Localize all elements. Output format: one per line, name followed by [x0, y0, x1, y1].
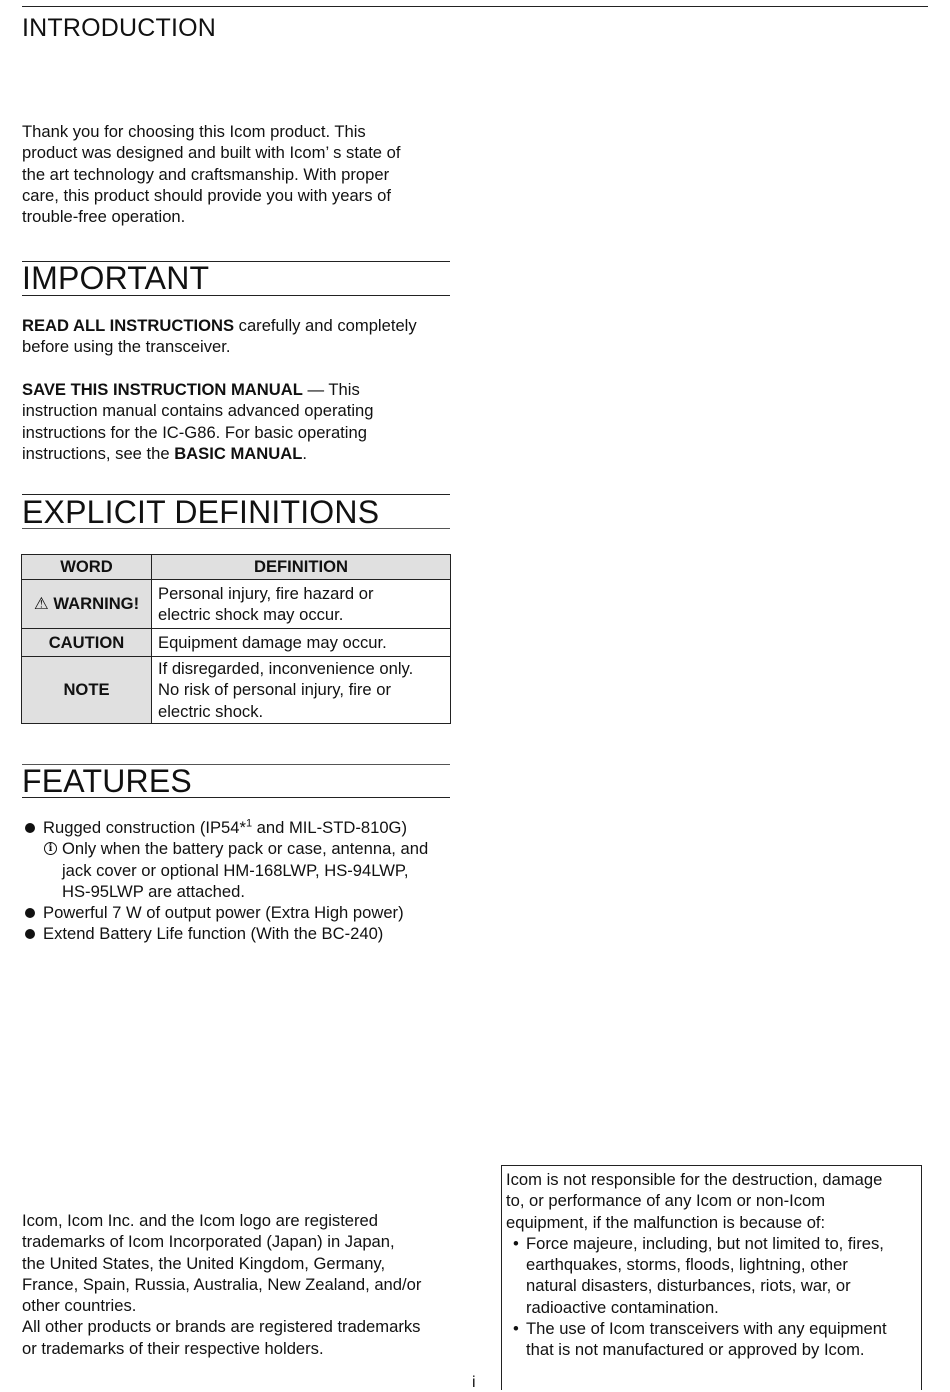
word-warning: WARNING!	[53, 594, 140, 614]
bullet-icon	[25, 908, 35, 918]
definition-line: Personal injury, fire hazard or	[158, 583, 374, 603]
disclaimer-item-line: that is not manufactured or approved by Icom.	[526, 1340, 865, 1360]
table-header-row	[22, 555, 451, 580]
read-instructions-line: before using the transceiver.	[22, 337, 231, 357]
list-item	[22, 817, 462, 838]
col-definition-header: DEFINITION	[152, 555, 451, 580]
col-word-header: WORD	[22, 555, 152, 580]
features-title: FEATURES	[22, 763, 192, 799]
info-icon: i	[44, 842, 57, 855]
definition-line: If disregarded, inconvenience only.	[158, 659, 414, 679]
trademark-line: trademarks of Icom Incorporated (Japan) in Japan,	[22, 1232, 395, 1252]
save-manual-line: instructions, see the	[22, 443, 175, 463]
definition-cell	[152, 629, 451, 657]
save-manual-text: — This	[302, 380, 360, 399]
intro-line: the art technology and craftsmanship. With proper	[22, 164, 390, 184]
feature-note	[22, 838, 462, 902]
feature-text: and MIL-STD-810G)	[252, 818, 407, 837]
important-bottom-rule	[22, 295, 450, 296]
bullet-icon: •	[513, 1319, 519, 1339]
definition-line: electric shock.	[158, 701, 264, 721]
note-line: HS-95LWP are attached.	[62, 881, 245, 901]
definition-line: electric shock may occur.	[158, 605, 344, 624]
note-line: Only when the battery pack or case, antenna, and	[62, 839, 429, 859]
disclaimer-item-line: earthquakes, storms, floods, lightning, other	[526, 1255, 848, 1275]
intro-line: care, this product should provide you with years of	[22, 185, 391, 205]
page-heading: INTRODUCTION	[22, 14, 217, 42]
read-instructions-text: carefully and completely	[234, 316, 417, 335]
definitions-table	[21, 554, 451, 724]
features-bottom-rule	[22, 797, 450, 798]
note-line: jack cover or optional HM-168LWP, HS-94LWP,	[62, 860, 409, 880]
intro-line: product was designed and built with Icom’ s state of	[22, 143, 401, 163]
trademark-line: France, Spain, Russia, Australia, New Zealand, and/or	[22, 1274, 422, 1294]
feature-text: Powerful 7 W of output power (Extra High power)	[43, 903, 404, 923]
trademarks-paragraph	[22, 1210, 462, 1359]
save-manual-bold: SAVE THIS INSTRUCTION MANUAL	[22, 380, 303, 399]
word-note: NOTE	[22, 657, 152, 724]
definition-cell	[152, 580, 451, 629]
definitions-bottom-rule	[22, 528, 450, 529]
page-number: i	[472, 1374, 476, 1391]
bullet-icon: •	[513, 1233, 519, 1253]
bullet-icon	[25, 929, 35, 939]
list-item	[506, 1318, 917, 1361]
intro-paragraph	[22, 121, 462, 227]
read-instructions-paragraph	[22, 315, 462, 358]
disclaimer-box	[501, 1165, 922, 1390]
table-row	[22, 629, 451, 657]
save-manual-paragraph	[22, 379, 462, 464]
warning-icon: ⚠	[33, 594, 49, 614]
disclaimer-line: Icom is not responsible for the destruction, damage	[506, 1170, 883, 1189]
save-manual-line: instructions for the IC-G86. For basic operating	[22, 422, 367, 442]
basic-manual-ref: BASIC MANUAL	[174, 443, 303, 463]
list-item	[22, 902, 462, 923]
disclaimer-line: to, or performance of any Icom or non-Icom	[506, 1191, 826, 1211]
feature-text: Rugged construction (IP54*	[43, 818, 246, 837]
intro-line: trouble-free operation.	[22, 207, 186, 227]
trademark-line: All other products or brands are registered trademarks	[22, 1317, 421, 1337]
disclaimer-item-line: The use of Icom transceivers with any equipment	[526, 1319, 887, 1339]
trademark-line: Icom, Icom Inc. and the Icom logo are registered	[22, 1211, 379, 1230]
definition-line: Equipment damage may occur.	[158, 632, 387, 652]
trademark-line: or trademarks of their respective holders.	[22, 1338, 324, 1358]
period: .	[302, 443, 307, 463]
read-instructions-bold: READ ALL INSTRUCTIONS	[22, 316, 235, 335]
table-row	[22, 580, 451, 629]
important-title: IMPORTANT	[22, 260, 210, 296]
intro-line: Thank you for choosing this Icom product. This	[22, 122, 366, 141]
footnote-mark: 1	[245, 817, 253, 830]
feature-text: Extend Battery Life function (With the BC-240)	[43, 924, 384, 944]
list-item	[506, 1233, 917, 1318]
features-list	[22, 817, 462, 945]
disclaimer-item-line: radioactive contamination.	[526, 1297, 719, 1317]
definitions-title: EXPLICIT DEFINITIONS	[22, 494, 380, 530]
top-rule	[22, 6, 928, 7]
list-item	[22, 923, 462, 944]
word-caution: CAUTION	[22, 629, 152, 657]
disclaimer-item-line: Force majeure, including, but not limited to, fires,	[526, 1233, 884, 1253]
table-row	[22, 657, 451, 724]
save-manual-line: instruction manual contains advanced operating	[22, 401, 374, 421]
definition-cell	[152, 657, 451, 724]
definition-line: No risk of personal injury, fire or	[158, 680, 392, 700]
trademark-line: other countries.	[22, 1296, 137, 1316]
word-cell-warning	[22, 580, 152, 629]
disclaimer-line: equipment, if the malfunction is because of:	[506, 1212, 826, 1232]
bullet-icon	[25, 823, 35, 833]
disclaimer-item-line: natural disasters, disturbances, riots, war, or	[526, 1276, 851, 1296]
trademark-line: the United States, the United Kingdom, Germany,	[22, 1253, 386, 1273]
